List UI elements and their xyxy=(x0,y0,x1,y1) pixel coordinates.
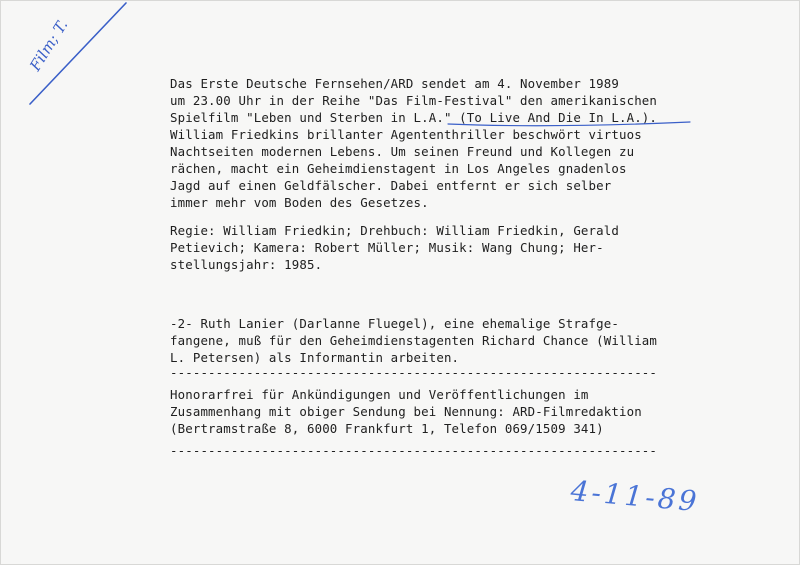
text-line: Das Erste Deutsche Fernsehen/ARD sendet am 4. November 1989 xyxy=(170,76,619,91)
text-line: Regie: William Friedkin; Drehbuch: William Friedkin, Gerald xyxy=(170,223,619,238)
text-line: Honorarfrei für Ankündigungen und Veröffentlichungen im xyxy=(170,387,589,402)
text-line: (Bertramstraße 8, 6000 Frankfurt 1, Telefon 069/1509 341) xyxy=(170,421,604,436)
text-line: Spielfilm "Leben und Sterben in L.A." (To Live And Die In L.A.). xyxy=(170,110,658,125)
text-line: immer mehr vom Boden des Gesetzes. xyxy=(170,195,429,210)
text-line: -2- Ruth Lanier (Darlanne Fluegel), eine ehemalige Strafge- xyxy=(170,316,619,331)
text-line: fangene, muß für den Geheimdienstagenten Richard Chance (William xyxy=(170,333,658,348)
text-line: um 23.00 Uhr in der Reihe "Das Film-Festival" den amerikanischen xyxy=(170,93,658,108)
text-line: rächen, macht ein Geheimdienstagent in Los Angeles gnadenlos xyxy=(170,161,627,176)
text-line: Zusammenhang mit obiger Sendung bei Nennung: ARD-Filmredaktion xyxy=(170,404,642,419)
text-line: L. Petersen) als Informantin arbeiten. xyxy=(170,350,460,365)
ink-diagonal-stroke xyxy=(30,3,126,104)
text-line: William Friedkins brillanter Agententhriller beschwört virtuos xyxy=(170,127,642,142)
dashed-separator: ---------------------------------------------------------------- xyxy=(170,443,658,458)
date-ink-note xyxy=(568,474,700,518)
film-credits xyxy=(170,222,619,273)
copyright-notice xyxy=(170,386,642,437)
dashed-separator: ---------------------------------------------------------------- xyxy=(170,365,658,380)
broadcast-announcement xyxy=(170,75,657,211)
text-line: Petievich; Kamera: Robert Müller; Musik: Wang Chung; Her- xyxy=(170,240,604,255)
photo-caption xyxy=(170,315,657,366)
text-line: stellungsjahr: 1985. xyxy=(170,257,323,272)
text-line: Nachtseiten modernen Lebens. Um seinen Freund und Kollegen zu xyxy=(170,144,635,159)
date-note-text: 4-11-89 xyxy=(569,474,701,519)
corner-ink-note xyxy=(26,3,126,104)
corner-note-text: Film; T. xyxy=(26,16,72,75)
text-line: Jagd auf einen Geldfälscher. Dabei entfernt er sich selber xyxy=(170,178,612,193)
